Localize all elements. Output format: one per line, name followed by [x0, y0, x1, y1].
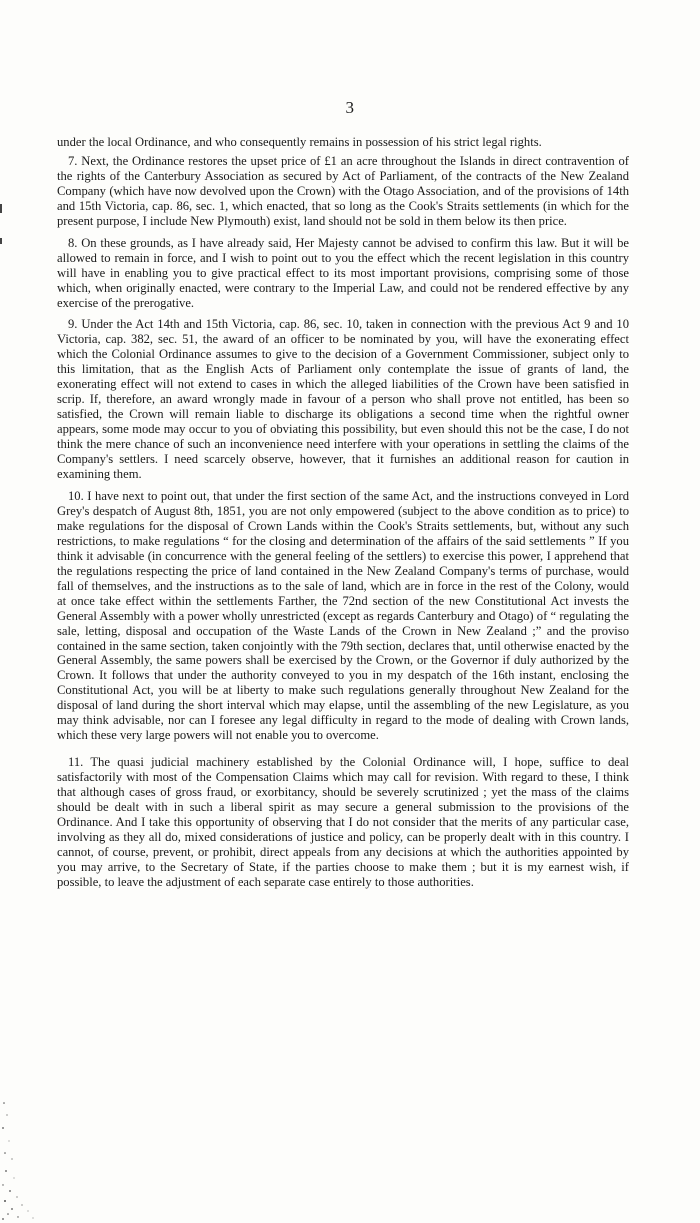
paragraph-7: 7. Next, the Ordinance restores the upset price of £1 an acre throughout the Islands in direct contravention of the rights of the Canterbury Association as secured by Act of Parliament, of the contracts of the New Zealand Company (which have now devolved upon the Crown) with the Otago Association, and of the provisions of 14th and 15th Victoria, cap. 86, sec. 1, which enacted, that so long as the Cook's Straits settlements (in which for the present purpose, I include New Plymouth) exist, land should not be sold in them below its then price. [57, 153, 629, 228]
paragraph-10: 10. I have next to point out, that under the first section of the same Act, and the instructions conveyed in Lord Grey's despatch of August 8th, 1851, you are not only empowered (subject to the above condition as to price) to make regulations for the disposal of Crown Lands within the Cook's Straits settlements, but, without any such restrictions, to make regulations “ for the closing and determination of the affairs of the said settlements ” If you think it advisable (in concurrence with the general feeling of the settlers) to exercise this power, I apprehend that the regulations respecting the price of land contained in the New Zealand Company's terms of purchase, would fall of themselves, and the instructions as to the sale of land, which are in force in the rest of the Colony, would at once take effect within the settlements Farther, the 72nd section of the new Constitutional Act invests the General Assembly with a power wholly unrestricted (except as regards Canterbury and Otago) of “ regulating the sale, letting, disposal and occupation of the Waste Lands of the Crown in New Zealand ;” and the proviso contained in the same section, taken conjointly with the 79th section, declares that, until otherwise enacted by the General Assembly, the same powers shall be exercised by the Crown, or the Governor if duly authorized by the Crown. It follows that under the authority conveyed to you in my despatch of the 16th instant, enclosing the Constitutional Act, you will be at liberty to make such regulations generally throughout New Zealand for the disposal of land during the short interval which may elapse, until the assembling of the new Legislature, as you may think advisable, nor can I foresee any legal difficulty in regard to the mode of dealing with Crown lands, which these very large powers will not enable you to overcome. [57, 488, 629, 743]
page-edge-mark [0, 204, 2, 213]
page-edge-mark [0, 238, 2, 244]
page-number: 3 [345, 98, 355, 117]
paragraph-9: 9. Under the Act 14th and 15th Victoria, cap. 86, sec. 10, taken in connection with the previous Act 9 and 10 Victoria, cap. 382, sec. 51, the award of an officer to be nominated by you, will have the exonerating effect which the Colonial Ordinance assumes to give to the decision of a Government Commissioner, subject only to this limitation, that as the English Acts of Parliament only contemplate the issue of grants of land, the exonerating effect will not extend to cases in which the alleged liabilities of the Crown have been satisfied in scrip. If, therefore, an award wrongly made in favour of a person who shall prove not entitled, has been so satisfied, the Crown will remain liable to discharge its obligations a second time when the rightful owner appears, some mode may occur to you of obviating this possibility, but even should this not be the case, I do not think the mere chance of such an inconvenience need interfere with your operations in settling the claims of the Company's settlers. I need scarcely observe, however, that it furnishes an additional reason for caution in examining them. [57, 317, 629, 482]
margin-specks [0, 1093, 40, 1223]
body-text [57, 135, 629, 894]
paragraph-continuation: under the local Ordinance, and who consequently remains in possession of his strict legal rights. [57, 135, 542, 149]
paragraph-8: 8. On these grounds, as I have already said, Her Majesty cannot be advised to confirm this law. But it will be allowed to remain in force, and I wish to point out to you the effect which the recent legislation in this country will have in enabling you to give practical effect to its most important provisions, comprising some of those which, when originally enacted, were contrary to the Imperial Law, and could not be rendered effective by any exercise of the prerogative. [57, 235, 629, 310]
paragraph-11: 11. The quasi judicial machinery established by the Colonial Ordinance will, I hope, suffice to deal satisfactorily with most of the Compensation Claims which may call for revision. With regard to these, I think that although cases of gross fraud, or exorbitancy, should be severely scrutinized ; yet the mass of the claims should be dealt with in such a liberal spirit as may secure a general submission to the provisions of the Ordinance. And I take this opportunity of observing that I do not consider that the merits of any particular case, involving as they all do, mixed considerations of justice and policy, can be properly dealt with in this country. I cannot, of course, prevent, or prohibit, direct appeals from any decisions at which the authorities appointed by you may arrive, to the Secretary of State, if the parties choose to make them ; but it is my earnest wish, if possible, to leave the adjustment of each separate case entirely to those authorities. [57, 755, 629, 889]
